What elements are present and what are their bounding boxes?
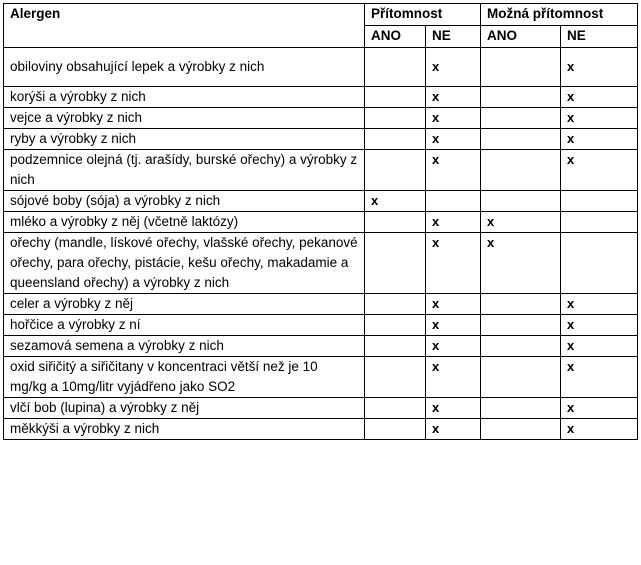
presence-no-cell: x	[426, 315, 481, 336]
possible-no-cell	[561, 212, 638, 233]
possible-yes-cell	[481, 357, 561, 398]
header-presence-no: NE	[426, 26, 481, 48]
allergen-name: oxid siřičitý a siřičitany v koncentraci větší než je 10 mg/kg a 10mg/litr vyjádřeno jako SO2	[4, 357, 365, 398]
possible-yes-cell	[481, 294, 561, 315]
presence-no-cell: x	[426, 48, 481, 87]
header-possible-yes: ANO	[481, 26, 561, 48]
presence-no-cell: x	[426, 419, 481, 440]
presence-no-cell: x	[426, 336, 481, 357]
possible-no-cell: x	[561, 419, 638, 440]
presence-yes-cell	[365, 87, 426, 108]
possible-no-cell: x	[561, 108, 638, 129]
possible-no-cell: x	[561, 336, 638, 357]
allergen-name: hořčice a výrobky z ní	[4, 315, 365, 336]
presence-no-cell: x	[426, 129, 481, 150]
table-row	[4, 212, 638, 233]
presence-no-cell: x	[426, 150, 481, 191]
allergen-name: ryby a výrobky z nich	[4, 129, 365, 150]
presence-no-cell: x	[426, 212, 481, 233]
presence-yes-cell	[365, 336, 426, 357]
allergen-name: sójové boby (sója) a výrobky z nich	[4, 191, 365, 212]
presence-yes-cell	[365, 233, 426, 294]
presence-yes-cell	[365, 294, 426, 315]
presence-yes-cell	[365, 398, 426, 419]
presence-no-cell: x	[426, 294, 481, 315]
presence-no-cell: x	[426, 108, 481, 129]
allergen-table	[3, 3, 638, 440]
presence-yes-cell	[365, 48, 426, 87]
table-row	[4, 419, 638, 440]
possible-no-cell: x	[561, 150, 638, 191]
table-row	[4, 129, 638, 150]
presence-yes-cell	[365, 108, 426, 129]
possible-no-cell	[561, 233, 638, 294]
header-row-groups	[4, 4, 638, 26]
header-possible-presence: Možná přítomnost	[481, 4, 638, 26]
possible-yes-cell	[481, 150, 561, 191]
table-row	[4, 294, 638, 315]
possible-no-cell	[561, 191, 638, 212]
possible-no-cell: x	[561, 48, 638, 87]
possible-yes-cell	[481, 87, 561, 108]
possible-no-cell: x	[561, 398, 638, 419]
possible-no-cell: x	[561, 87, 638, 108]
possible-yes-cell	[481, 315, 561, 336]
presence-yes-cell	[365, 129, 426, 150]
allergen-name: vlčí bob (lupina) a výrobky z něj	[4, 398, 365, 419]
possible-yes-cell: x	[481, 233, 561, 294]
presence-yes-cell	[365, 315, 426, 336]
header-presence-yes: ANO	[365, 26, 426, 48]
allergen-name: obiloviny obsahující lepek a výrobky z nich	[4, 48, 365, 87]
allergen-rows	[4, 48, 638, 440]
presence-no-cell: x	[426, 398, 481, 419]
allergen-name: podzemnice olejná (tj. arašídy, burské ořechy) a výrobky z nich	[4, 150, 365, 191]
allergen-name: korýši a výrobky z nich	[4, 87, 365, 108]
possible-no-cell: x	[561, 129, 638, 150]
table-row	[4, 336, 638, 357]
table-row	[4, 150, 638, 191]
presence-no-cell	[426, 191, 481, 212]
table-row	[4, 108, 638, 129]
table-row	[4, 315, 638, 336]
allergen-name: vejce a výrobky z nich	[4, 108, 365, 129]
possible-yes-cell	[481, 336, 561, 357]
table-row	[4, 357, 638, 398]
table-row	[4, 191, 638, 212]
header-allergen: Alergen	[4, 4, 365, 48]
possible-no-cell: x	[561, 315, 638, 336]
presence-yes-cell	[365, 212, 426, 233]
allergen-name: ořechy (mandle, lískové ořechy, vlašské ořechy, pekanové ořechy, para ořechy, pistácie, kešu ořechy, makadamie a queensland ořechy) a výrobky z nich	[4, 233, 365, 294]
possible-no-cell: x	[561, 294, 638, 315]
presence-yes-cell: x	[365, 191, 426, 212]
presence-no-cell: x	[426, 87, 481, 108]
allergen-name: sezamová semena a výrobky z nich	[4, 336, 365, 357]
allergen-name: měkkýši a výrobky z nich	[4, 419, 365, 440]
possible-yes-cell	[481, 129, 561, 150]
possible-yes-cell	[481, 191, 561, 212]
header-possible-no: NE	[561, 26, 638, 48]
table-row	[4, 398, 638, 419]
presence-yes-cell	[365, 419, 426, 440]
table-row	[4, 233, 638, 294]
allergen-name: celer a výrobky z něj	[4, 294, 365, 315]
presence-yes-cell	[365, 357, 426, 398]
presence-yes-cell	[365, 150, 426, 191]
possible-yes-cell	[481, 419, 561, 440]
possible-yes-cell	[481, 48, 561, 87]
possible-yes-cell	[481, 108, 561, 129]
possible-yes-cell	[481, 398, 561, 419]
possible-yes-cell: x	[481, 212, 561, 233]
table-row	[4, 48, 638, 87]
header-presence: Přítomnost	[365, 4, 481, 26]
table-row	[4, 87, 638, 108]
presence-no-cell: x	[426, 233, 481, 294]
presence-no-cell: x	[426, 357, 481, 398]
possible-no-cell: x	[561, 357, 638, 398]
allergen-name: mléko a výrobky z něj (včetně laktózy)	[4, 212, 365, 233]
